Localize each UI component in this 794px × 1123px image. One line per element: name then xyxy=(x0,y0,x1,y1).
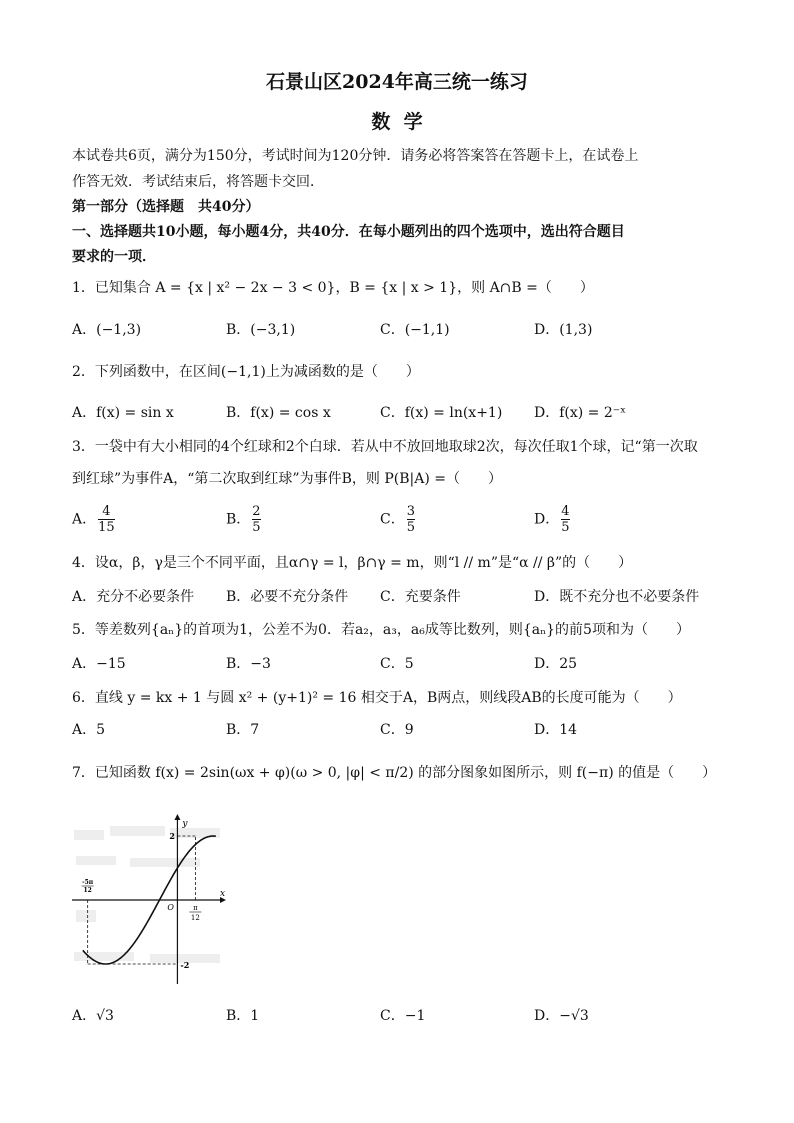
question-6-option-b[interactable]: B．7 xyxy=(226,722,260,738)
question-7-option-c[interactable]: C．−1 xyxy=(380,1008,426,1024)
question-2-option-a[interactable]: A．f(x) = sin x xyxy=(72,405,174,421)
scan-noise-block xyxy=(76,856,116,865)
scan-noise-block xyxy=(74,830,104,840)
question-7-option-b[interactable]: B．1 xyxy=(226,1008,260,1024)
part1-heading: 第一部分（选择题 共40分） xyxy=(72,199,260,215)
max-value-label: 2 xyxy=(169,831,176,841)
question-2-option-b[interactable]: B．f(x) = cos x xyxy=(226,405,331,421)
fraction: $\frac{4}{5}$ xyxy=(561,504,570,535)
question-2-option-d[interactable]: D．f(x) = 2⁻ˣ xyxy=(534,405,627,421)
question-7-stem: 7．已知函数 f(x) = 2sin(ωx + φ)(ω > 0, |φ| < π/2) 的部分图象如图所示，则 f(−π) 的值是（ ） xyxy=(72,765,717,781)
fraction: $\frac{3}{5}$ xyxy=(406,504,415,535)
instructions-line-2: 作答无效．考试结束后，将答题卡交回． xyxy=(72,174,324,190)
fraction: $\frac{4}{15}$ xyxy=(98,504,115,535)
section-heading-line-2: 要求的一项． xyxy=(72,249,156,265)
question-6-option-c[interactable]: C．9 xyxy=(380,722,414,738)
graph-scan-noise xyxy=(74,826,220,963)
question-6-option-a[interactable]: A．5 xyxy=(72,722,106,738)
question-1-option-b[interactable]: B．(−3,1) xyxy=(226,322,296,338)
option-label: C． xyxy=(380,511,405,528)
y-axis-label: y xyxy=(182,819,188,829)
question-1-stem: 1．已知集合 A = {x | x² − 2x − 3 < 0}，B = {x | x > 1}，则 A∩B =（ ） xyxy=(72,280,594,296)
question-3-stem-line-1: 3．一袋中有大小相同的4个红球和2个白球．若从中不放回地取球2次，每次任取1个球，记“第一次取 xyxy=(72,439,698,455)
question-6-option-d[interactable]: D．14 xyxy=(534,722,578,738)
question-5-stem: 5．等差数列{aₙ}的首项为1，公差不为0．若a₂，a₃，a₆成等比数列，则{aₙ}的前5项和为（ ） xyxy=(72,622,690,638)
page-title: 石景山区2024年高三统一练习 xyxy=(266,71,528,93)
question-3-option-d[interactable] xyxy=(534,504,572,535)
right-tick-denominator: 12 xyxy=(190,914,200,922)
question-5-option-b[interactable]: B．−3 xyxy=(226,656,271,672)
question-1-option-c[interactable]: C．(−1,1) xyxy=(380,322,450,338)
question-3-option-a[interactable] xyxy=(72,504,117,535)
question-5-option-a[interactable]: A．−15 xyxy=(72,656,126,672)
option-label: B． xyxy=(226,511,251,528)
question-5-option-c[interactable]: C．5 xyxy=(380,656,414,672)
question-4-option-d[interactable]: D．既不充分也不必要条件 xyxy=(534,589,700,605)
question-4-option-a[interactable]: A．充分不必要条件 xyxy=(72,589,195,605)
question-4-option-b[interactable]: B．必要不充分条件 xyxy=(226,589,349,605)
y-axis-arrow xyxy=(174,814,180,820)
subject-title: 数 学 xyxy=(371,111,423,133)
question-3-stem-line-2: 到红球”为事件A，“第二次取到红球”为事件B，则 P(B|A) =（ ） xyxy=(72,471,502,487)
instructions-line-1: 本试卷共6页，满分为150分，考试时间为120分钟．请务必将答案答在答题卡上，在试卷上 xyxy=(72,148,639,164)
question-7-option-a[interactable]: A．√3 xyxy=(72,1008,114,1024)
question-2-stem: 2．下列函数中，在区间(−1,1)上为减函数的是（ ） xyxy=(72,364,420,380)
scan-noise-block xyxy=(76,910,96,922)
fraction: $\frac{2}{5}$ xyxy=(252,504,261,535)
question-2-option-c[interactable]: C．f(x) = ln(x+1) xyxy=(380,405,503,421)
right-tick-numerator: π xyxy=(193,904,198,912)
option-label: A． xyxy=(72,511,97,528)
question-1-option-a[interactable]: A．(−1,3) xyxy=(72,322,142,338)
x-axis-label: x xyxy=(220,889,226,899)
scan-noise-block xyxy=(130,858,200,867)
question-4-stem: 4．设α，β，γ是三个不同平面，且α∩γ = l，β∩γ = m，则“l // m”是“α // β”的（ ） xyxy=(72,555,633,571)
function-graph xyxy=(70,812,230,988)
left-tick-denominator: 12 xyxy=(83,887,92,894)
question-6-stem: 6．直线 y = kx + 1 与圆 x² + (y+1)² = 16 相交于A，B两点，则线段AB的长度可能为（ ） xyxy=(72,690,682,706)
question-5-option-d[interactable]: D．25 xyxy=(534,656,578,672)
origin-label: O xyxy=(167,903,174,912)
question-1-option-d[interactable]: D．(1,3) xyxy=(534,322,593,338)
min-value-label: -2 xyxy=(180,960,190,970)
question-3-option-b[interactable] xyxy=(226,504,263,535)
question-4-option-c[interactable]: C．充要条件 xyxy=(380,589,461,605)
option-label: D． xyxy=(534,511,560,528)
question-7-option-d[interactable]: D．−√3 xyxy=(534,1008,589,1024)
left-tick-numerator: -5π xyxy=(82,879,94,886)
scan-noise-block xyxy=(110,826,165,836)
question-3-option-c[interactable] xyxy=(380,504,417,535)
section-heading-line-1: 一、选择题共10小题，每小题4分，共40分．在每小题列出的四个选项中，选出符合题目 xyxy=(72,224,625,240)
